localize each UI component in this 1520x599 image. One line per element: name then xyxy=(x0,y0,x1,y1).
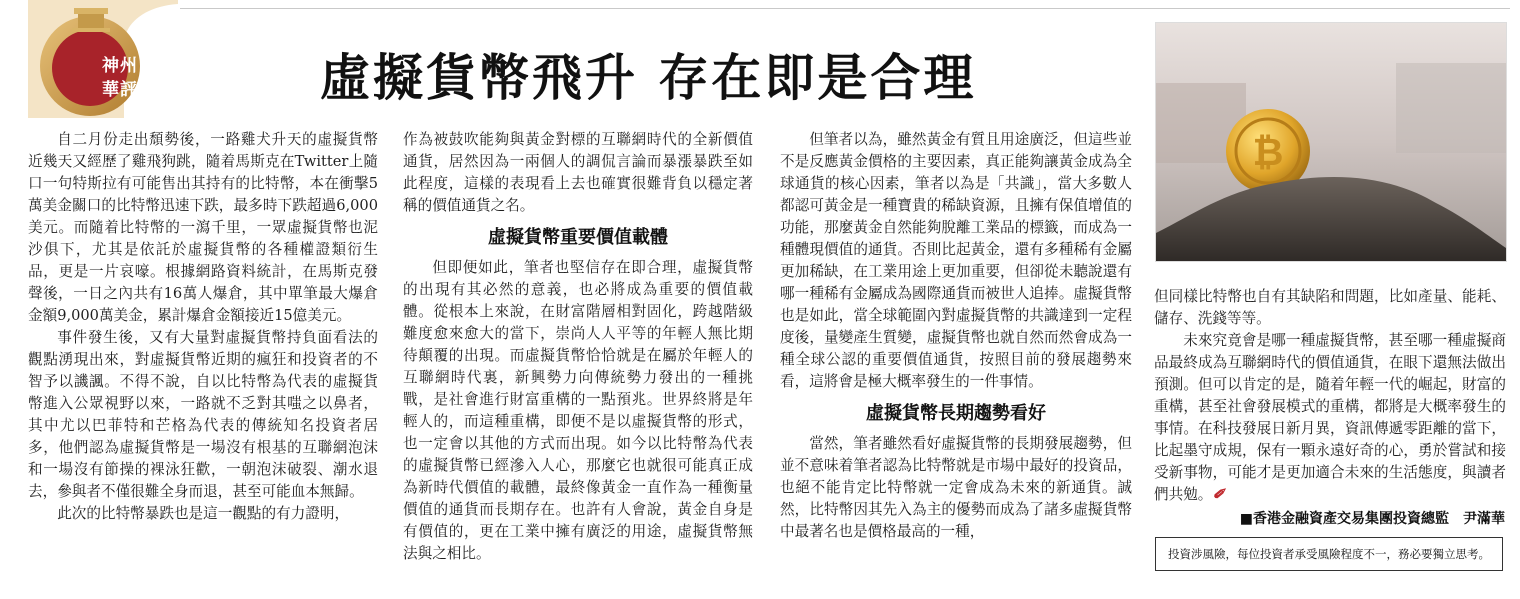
paragraph: 自二月份走出頹勢後，一路雞犬升天的虛擬貨幣近幾天又經歷了雞飛狗跳，隨着馬斯克在Twitter上隨口一句特斯拉有可能售出其持有的比特幣，本在衝擊5萬美金關口的比特幣迅速下跌，最多時下跌超過6,000美元。而隨着比特幣的一瀉千里，一眾虛擬貨幣也泥沙俱下，尤其是依託於虛擬貨幣的各種權證類衍生品，更是一片哀嚎。根據網路資料統計，在馬斯克發聲後，一日之內共有16萬人爆倉，其中單筆最大爆倉金額9,000萬美金，累計爆倉金額接近15億美元。 xyxy=(28,131,378,324)
svg-text:₿: ₿ xyxy=(1252,130,1284,174)
logo-text-line2: 華評 xyxy=(102,80,138,100)
article-column-2 xyxy=(403,129,753,565)
article-column-4 xyxy=(1154,286,1506,506)
subheading: 虛擬貨幣重要價值載體 xyxy=(488,227,668,248)
column-logo xyxy=(28,0,178,118)
article-headline: 虛擬貨幣飛升 存在即是合理 xyxy=(320,49,977,107)
bitcoin-photo xyxy=(1155,22,1507,262)
paragraph-continued: 但同樣比特幣也自有其缺陷和問題，比如產量、能耗、儲存、洗錢等等。 xyxy=(1154,288,1506,327)
paragraph: 但即便如此，筆者也堅信存在即合理，虛擬貨幣的出現有其必然的意義，也必將成為重要的價值載體。從根本上來說，在財富階層相對固化，跨越階級難度愈來愈大的當下，崇尚人人平等的年輕人無比期待顛覆的出現。而虛擬貨幣恰恰就是在屬於年輕人的互聯網時代裏，新興勢力向傳統勢力發出的一種挑戰，是社會進行財富重構的一點預兆。世界終將是年輕人的，而這種重構，即便不是以虛擬貨幣的形式，也一定會以其他的方式而出現。如今以比特幣為代表的虛擬貨幣已經滲入人心，那麼它也就很可能真正成為新時代價值的載體，最終像黃金一直作為一種衡量價值的通貨而長期存在。也許有人會說，黃金自身是有價值的，更在工業中擁有廣泛的用途，虛擬貨幣無法與之相比。 xyxy=(403,259,753,562)
paragraph: 當然，筆者雖然看好虛擬貨幣的長期發展趨勢，但並不意味着筆者認為比特幣就是市場中最好的投資品，也絕不能肯定比特幣就一定會成為未來的新通貨。誠然，比特幣因其先入為主的優勢而成為了諸多虛擬貨幣中最著名也是價格最高的一種， xyxy=(780,435,1132,540)
logo-text-line1: 神州 xyxy=(102,56,138,76)
paragraph: 但筆者以為，雖然黃金有質且用途廣泛，但這些並不是反應黃金價格的主要因素，真正能夠讓黃金成為全球通貨的核心因素，筆者以為是「共識」，當大多數人都認可黃金是一種寶貴的稀缺資源，且擁有保值增值的功能，那麼黃金自然能夠脫離工業品的標籤，而成為一種體現價值的通貨。否則比起黃金，還有多種稀有金屬更加稀缺，在工業用途上更加重要，但卻從未聽說還有哪一種稀有金屬成為國際通貨而被世人追捧。虛擬貨幣也是如此，當全球範圍內對虛擬貨幣的共識達到一定程度後，量變產生質變，虛擬貨幣也就自然而然會成為一種全球公認的重要價值通貨，按照目前的發展趨勢來看，這將會是極大概率發生的一件事情。 xyxy=(780,131,1132,390)
top-rule xyxy=(180,8,1510,9)
subheading: 虛擬貨幣長期趨勢看好 xyxy=(866,403,1046,424)
article-column-1 xyxy=(28,129,378,525)
paragraph-final xyxy=(1154,330,1506,506)
paragraph-continued: 作為被鼓吹能夠與黃金對標的互聯網時代的全新價值通貨，居然因為一兩個人的調侃言論而暴漲暴跌至如此程度，這樣的表現看上去也確實很難背負以穩定著稱的價值通貨之名。 xyxy=(403,131,753,214)
paragraph: 此次的比特幣暴跌也是這一觀點的有力證明， xyxy=(57,505,350,522)
bitcoin-coin-on-sand-pile xyxy=(1156,23,1506,261)
end-mark-icon: ✐ xyxy=(1212,486,1225,503)
risk-disclaimer-box: 投資涉風險，每位投資者承受風險程度不一，務必要獨立思考。 xyxy=(1155,537,1503,571)
paragraph: 事件發生後，又有大量對虛擬貨幣持負面看法的觀點湧現出來，對虛擬貨幣近期的瘋狂和投資者的不智予以譏諷。不得不說，自以比特幣為代表的虛擬貨幣進入公眾視野以來，一路就不乏對其嗤之以鼻者，其中尤以巴菲特和芒格為代表的傳統知名投資者居多，他們認為虛擬貨幣是一場沒有根基的互聯網泡沫和一場沒有節操的裸泳狂歡，一朝泡沫破裂、潮水退去，參與者不僅很難全身而退，甚至可能血本無歸。 xyxy=(28,329,378,500)
author-byline: ■香港金融資產交易集團投資總監 尹滿華 xyxy=(1239,511,1505,527)
article-column-3 xyxy=(780,129,1132,543)
paragraph-text: 未來究竟會是哪一種虛擬貨幣，甚至哪一種虛擬商品最終成為互聯網時代的價值通貨，在眼下還無法做出預測。但可以肯定的是，隨着年輕一代的崛起，財富的重構，甚至社會發展模式的重構，都將是大概率發生的事情。在科技發展日新月異，資訊傳遞零距離的當下，比起墨守成規，保有一顆永遠好奇的心，勇於嘗試和接受新事物，可能才是更加適合未來的生活態度，與讀者們共勉。 xyxy=(1154,332,1506,503)
